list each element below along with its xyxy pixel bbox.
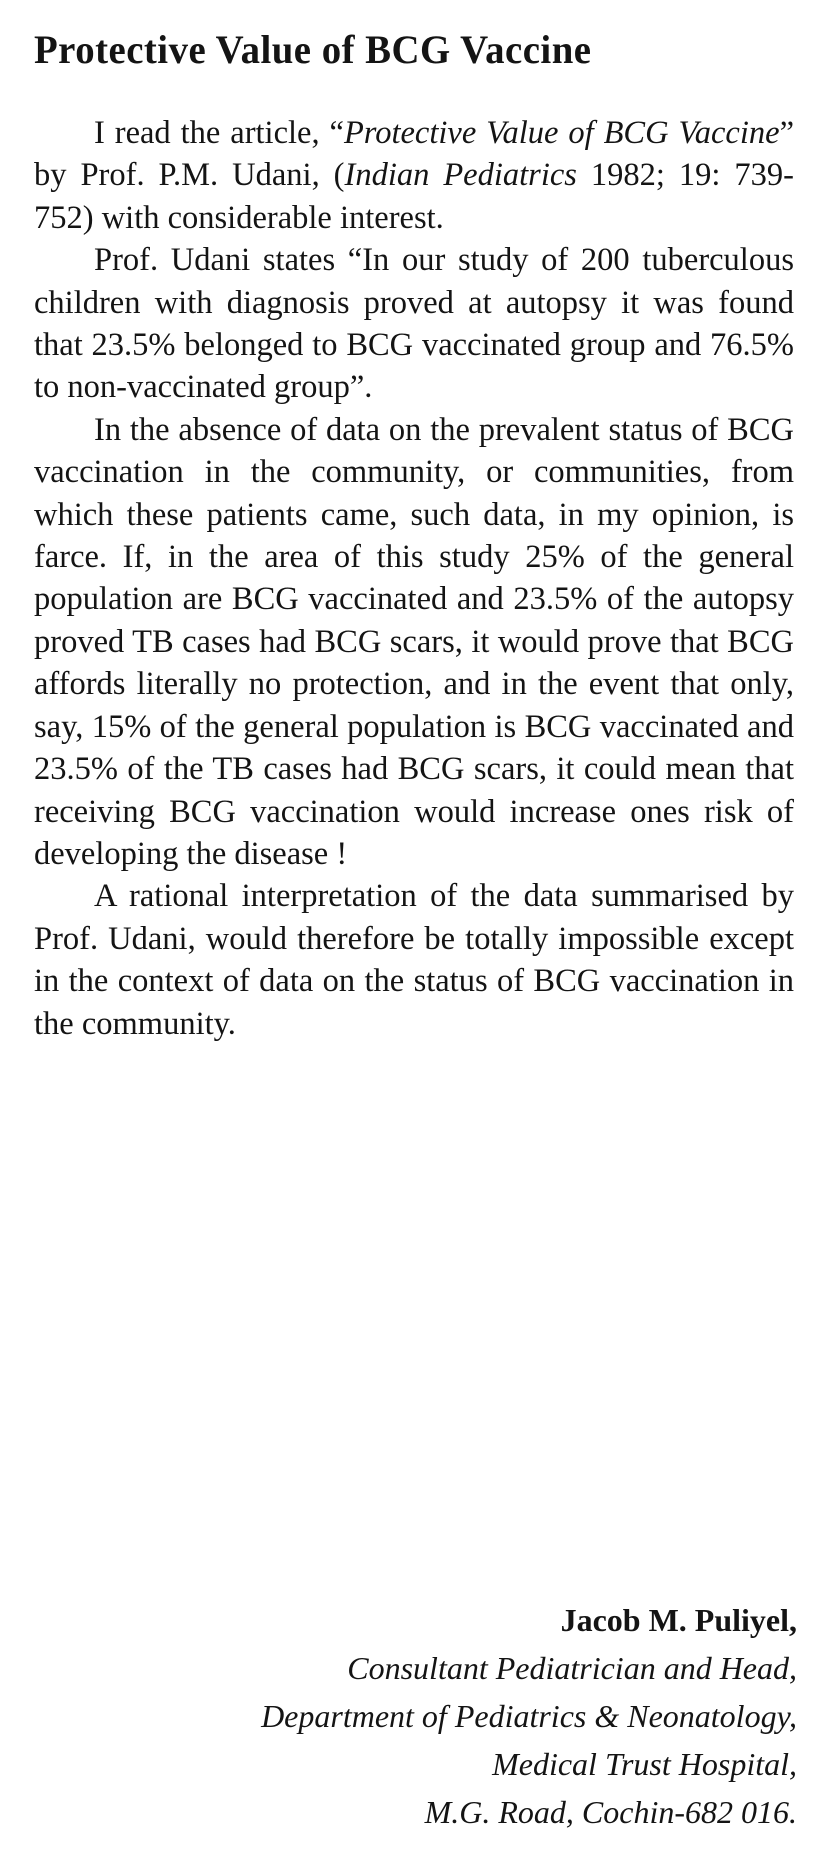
paragraph-4: A rational interpretation of the data summarised by Prof. Udani, would therefore be totally impossible except in the context of data on the status of BCG vaccination in the community. xyxy=(34,878,794,1042)
author-department: Department of Pediatrics & Neonatology, xyxy=(261,1698,797,1734)
author-name: Jacob M. Puliyel, xyxy=(560,1602,797,1638)
paragraph-1-text-b: ” by Prof. P.M. Udani, ( xyxy=(34,115,794,194)
journal-name: Indian Pediatrics xyxy=(344,157,577,194)
paragraph-1-text-a: I read the article, “ xyxy=(94,115,344,151)
paragraph-1-text-c: 1982; 19: 739-752) with considerable interest. xyxy=(34,157,794,236)
letter-body xyxy=(34,112,794,1045)
author-institution: Medical Trust Hospital, xyxy=(492,1746,797,1782)
signature-block xyxy=(37,1596,797,1836)
paragraph-1 xyxy=(34,112,794,239)
paragraph-2: Prof. Udani states “In our study of 200 tuberculous children with diagnosis proved at autopsy it was found that 23.5% belonged to BCG vaccinated group and 76.5% to non-vaccinated group”. xyxy=(34,242,794,406)
author-address: M.G. Road, Cochin-682 016. xyxy=(424,1794,797,1830)
letter-title: Protective Value of BCG Vaccine xyxy=(34,27,592,72)
paragraph-3: In the absence of data on the prevalent status of BCG vaccination in the community, or communities, from which these patients came, such data, in my opinion, is farce. If, in the area of this study 25% of the general population are BCG vaccinated and 23.5% of the autopsy proved TB cases had BCG scars, it would prove that BCG affords literally no protection, and in the event that only, say, 15% of the general population is BCG vaccinated and 23.5% of the TB cases had BCG scars, it could mean that receiving BCG vaccination would increase ones risk of developing the disease ! xyxy=(34,411,794,872)
author-position: Consultant Pediatrician and Head, xyxy=(347,1650,797,1686)
cited-article-title: Protective Value of BCG Vaccine xyxy=(343,115,780,151)
